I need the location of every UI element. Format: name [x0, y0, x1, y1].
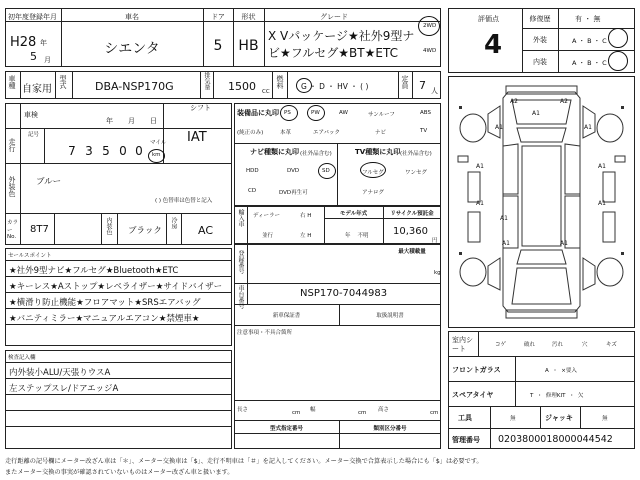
recycle-value: 10,360 — [393, 226, 428, 237]
spare-tire-label: スペアタイヤ — [452, 391, 494, 399]
capacity-unit: 人 — [431, 87, 438, 95]
inspector-note-line: 内外装小ALU/天張りウスA — [9, 368, 111, 378]
navi-hdd: HDD — [246, 168, 259, 174]
spare-tire-options: T ・ 修理KIT ・ 欠 — [530, 393, 584, 399]
import-dealer: ディーラー — [253, 213, 281, 219]
max-load-label: 最大積載量 — [398, 249, 426, 255]
jack-label: ジャッキ — [545, 414, 573, 422]
check-label: 車検 — [24, 111, 38, 119]
score-label: 評価点 — [478, 15, 499, 23]
tv-analog: アナログ — [362, 190, 385, 196]
ac-value: AC — [198, 224, 214, 237]
import-label: 輸入車 — [237, 209, 244, 227]
navi-dvd: DVD — [287, 168, 300, 174]
max-load-unit: kg — [434, 270, 441, 276]
check-year-label: 年 — [106, 117, 113, 125]
year-unit: 年 — [40, 39, 47, 47]
reg-year-label: 初年度登録年月 — [8, 13, 57, 21]
damage-mark: A1 — [476, 200, 484, 207]
drive-4wd: 4WD — [423, 48, 437, 54]
equipment-title: 装備品に丸印 — [237, 109, 279, 117]
footer-note-line-2: またメーター交換の事実が確認されていないものはメーター改ざん車と扱います。 — [5, 469, 234, 476]
displacement-value: 1500 — [228, 80, 256, 93]
sheet-scratch: キズ — [606, 342, 617, 348]
front-glass-options: A ・ ×要入 — [545, 368, 577, 374]
equip-leather: 本革 — [280, 130, 292, 136]
sheet-tear: 破れ — [524, 342, 536, 348]
navi-type-title: ナビ種類に丸印 — [250, 148, 299, 156]
grade-line-2: ビ★フルセグ★BT★ETC — [268, 46, 398, 60]
width-label: 幅 — [310, 407, 316, 413]
recycle-yen: 円 — [432, 238, 438, 244]
chassis-label: 車台番号 — [237, 285, 244, 309]
model-label: 型式 — [59, 75, 67, 89]
mileage-digit: 5 — [102, 144, 110, 158]
drive-2wd: 2WD — [423, 23, 437, 29]
length-label: 長さ — [237, 407, 249, 413]
damage-mark: A2 — [560, 98, 568, 105]
equip-navi: ナビ — [375, 130, 387, 136]
height-unit: cm — [430, 410, 439, 416]
notes-label: 注意事項・不具合箇所 — [237, 330, 293, 336]
damage-mark: A1 — [495, 124, 503, 131]
sheet-burn: コゲ — [495, 342, 507, 348]
manual-label: 取扱説明書 — [376, 313, 404, 319]
month-value: 5 — [30, 50, 37, 63]
damage-mark: A1 — [560, 240, 568, 247]
damage-mark: A1 — [502, 240, 510, 247]
mileage-digit: 0 — [119, 144, 127, 158]
front-glass-label: フロントガラス — [452, 366, 501, 374]
import-right-h: 右 H — [300, 213, 312, 219]
fuel-label: 燃料 — [276, 75, 284, 89]
mileage-symbol-label: 記号 — [28, 132, 40, 138]
color-no-value: 8T7 — [30, 224, 49, 235]
capacity-label: 定員 — [401, 75, 409, 89]
damage-mark: A1 — [476, 163, 484, 170]
damage-mark: A2 — [510, 98, 518, 105]
sales-point-line: ★社外9型ナビ★フルセグ★Bluetooth★ETC — [9, 266, 179, 276]
body-shape: HB — [238, 38, 259, 54]
shape-label: 形状 — [241, 13, 256, 21]
equip-aw: AW — [339, 110, 348, 116]
equip-pw: PW — [311, 110, 320, 116]
type-cert-label: 型式指定番号 — [269, 426, 303, 432]
cc-unit: CC — [262, 89, 270, 95]
mileage-label: 走行 — [8, 138, 16, 152]
car-name: シエンタ — [104, 41, 160, 57]
mileage-digit: 3 — [85, 144, 93, 158]
tools-label: 工具 — [458, 414, 472, 422]
grade-line-1: X Vパッケージ★社外9型ナ — [268, 29, 415, 43]
import-parallel: 並行 — [262, 233, 274, 239]
interior-grade-label: 内装 — [533, 58, 547, 66]
damage-mark: A1 — [500, 215, 508, 222]
usage-value: 自家用 — [22, 84, 52, 95]
sales-points-title: セールスポイント — [8, 253, 52, 259]
exterior-grade-label: 外装 — [533, 36, 547, 44]
interior-color-label: 内装色 — [105, 217, 112, 235]
equip-sunroof: サンルーフ — [368, 112, 395, 118]
interior-c-circle-mark — [608, 51, 628, 71]
door-count: 5 — [213, 38, 223, 54]
tv-type-title: TV種類に丸印 — [355, 148, 401, 156]
color-change-note: ( ) 色替車は色替と記入 — [155, 198, 213, 204]
sales-point-line: ★キーレス★Aストップ★レベライザー★サイドバイザー — [9, 282, 223, 292]
footer-note-line-1: 走行距離の記号欄にメーター改ざん車は「＊」、メーター交換車は「$」、走行不明車は「＃」を記入してください。メーター交換で合算表示した場合にも「$」は必要です。 — [5, 458, 483, 465]
damage-mark: A1 — [598, 200, 606, 207]
inspector-note-line: 左ステップスレ/ドアエッジA — [9, 384, 119, 394]
fuel-options: G ・ D ・ HV ・ ( ) — [301, 82, 369, 91]
warranty-label: 新車保証書 — [272, 313, 301, 319]
equip-ps: PS — [284, 110, 291, 116]
inspector-notes-box — [5, 350, 232, 449]
damage-mark: A1 — [532, 110, 540, 117]
sales-point-line: ★横滑り防止機能★フロアマット★SRSエアバッグ — [9, 298, 201, 308]
era-year: H28 — [10, 35, 37, 50]
shift-value: IAT — [187, 130, 207, 145]
door-label: ドア — [211, 13, 225, 21]
jack-value: 無 — [602, 416, 608, 422]
color-no-label: カラーNo. — [7, 220, 19, 240]
class-number-label: 類別区分番号 — [373, 426, 407, 432]
exterior-c-circle-mark — [608, 28, 628, 48]
sheet-hole: 穴 — [582, 342, 588, 348]
score-value: 4 — [484, 30, 503, 60]
mileage-digit: 0 — [135, 144, 143, 158]
management-number-label: 管理番号 — [452, 436, 480, 444]
mileage-digit: 7 — [68, 144, 76, 158]
damage-mark: A1 — [584, 124, 592, 131]
height-label: 高さ — [378, 407, 390, 413]
check-day-label: 日 — [150, 117, 157, 125]
model-year-label: モデル年式 — [339, 211, 368, 217]
interior-color-value: ブラック — [128, 226, 162, 236]
mile-label: マイル — [150, 140, 167, 146]
sheet-stain: 汚れ — [552, 342, 564, 348]
color-label: 外装色 — [8, 176, 16, 197]
width-unit: cm — [358, 410, 367, 416]
sales-point-line: ★バニティミラー★マニュアルエアコン★禁煙車★ — [9, 314, 200, 324]
model-value: DBA-NSP170G — [95, 80, 174, 93]
recycle-label: リサイクル預託金 — [390, 211, 434, 217]
car-name-label: 車名 — [125, 13, 139, 21]
damage-mark: A1 — [598, 163, 606, 170]
exterior-grade-options: A ・ B ・ C — [572, 37, 607, 45]
reg-number-label: 登録番号 — [237, 250, 244, 274]
month-unit: 月 — [44, 56, 51, 64]
tv-type-note: (社外品含む) — [400, 151, 432, 157]
equipment-note: (純正のみ) — [237, 130, 264, 136]
equip-abs: ABS — [420, 110, 431, 116]
spec-row — [5, 71, 441, 99]
interior-grade-options: A ・ B ・ C — [572, 59, 607, 67]
equip-airbag: エアバック — [313, 130, 341, 136]
import-left-h: 左 H — [300, 233, 312, 239]
inspector-notes-title: 検査記入欄 — [8, 355, 36, 361]
tv-oneseg: ワンセグ — [405, 170, 428, 176]
navi-dvd-play: DVD再生可 — [279, 190, 308, 196]
management-number: 0203800018000044542 — [498, 434, 613, 445]
km-label: km — [152, 152, 161, 158]
vehicle-type-label: 車種 — [8, 75, 16, 89]
check-month-label: 月 — [128, 117, 135, 125]
ac-label: 冷房 — [170, 217, 177, 229]
tv-fullseg: フルセグ — [362, 170, 384, 176]
shift-label: シフト — [190, 104, 211, 112]
navi-type-note: (社外品含む) — [300, 151, 332, 157]
registration-table — [234, 244, 441, 449]
tools-value: 無 — [510, 416, 516, 422]
length-unit: cm — [292, 410, 301, 416]
repair-history-options: 有 ・ 無 — [575, 15, 601, 23]
model-year-value: 年 不明 — [345, 233, 369, 239]
displacement-label: 排気量 — [203, 72, 210, 90]
chassis-number: NSP170-7044983 — [300, 288, 388, 299]
equip-tv: TV — [420, 128, 428, 134]
navi-cd: CD — [248, 188, 257, 194]
repair-history-label: 修復歴 — [529, 15, 551, 23]
navi-sd: SD — [322, 168, 330, 174]
interior-sheet-label: 室内シート — [452, 336, 473, 353]
grade-label: グレード — [320, 13, 348, 21]
color-value: ブルー — [36, 177, 62, 187]
capacity-value: 7 — [419, 79, 426, 92]
